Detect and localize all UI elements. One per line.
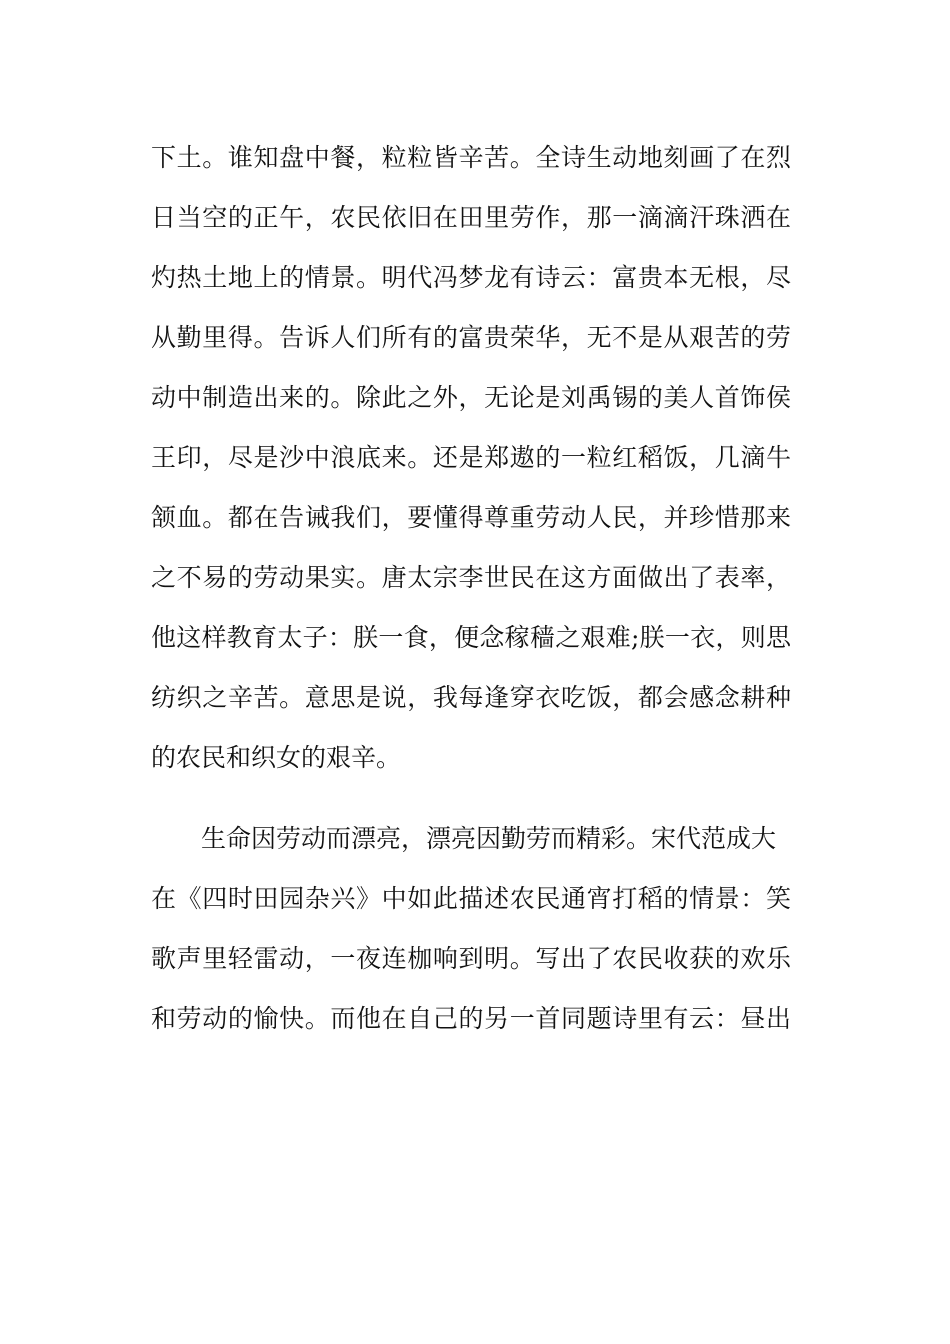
text-line: 颔血。都在告诫我们，要懂得尊重劳动人民，并珍惜那来 bbox=[151, 503, 791, 532]
text-line: 从勤里得。告诉人们所有的富贵荣华，无不是从艰苦的劳 bbox=[151, 323, 791, 352]
text-line: 日当空的正午，农民依旧在田里劳作，那一滴滴汗珠洒在 bbox=[151, 203, 791, 232]
text-line: 之不易的劳动果实。唐太宗李世民在这方面做出了表率， bbox=[151, 563, 791, 592]
text-line: 歌声里轻雷动，一夜连枷响到明。写出了农民收获的欢乐 bbox=[151, 944, 791, 973]
body-text bbox=[151, 128, 811, 1049]
paragraph-1 bbox=[151, 128, 811, 809]
text-line: 生命因劳动而漂亮，漂亮因勤劳而精彩。宋代范成大 bbox=[201, 824, 777, 853]
text-line: 他这样教育太子：朕一食，便念稼穑之艰难;朕一衣，则思 bbox=[151, 623, 791, 652]
text-line: 和劳动的愉快。而他在自己的另一首同题诗里有云：昼出 bbox=[151, 1004, 791, 1033]
text-line: 纺织之辛苦。意思是说，我每逢穿衣吃饭，都会感念耕种 bbox=[151, 683, 791, 712]
paragraph-2 bbox=[151, 809, 811, 1049]
text-line: 在《四时田园杂兴》中如此描述农民通宵打稻的情景：笑 bbox=[151, 884, 791, 913]
text-line: 的农民和织女的艰辛。 bbox=[151, 743, 402, 772]
text-line: 灼热土地上的情景。明代冯梦龙有诗云：富贵本无根，尽 bbox=[151, 263, 791, 292]
text-line: 王印，尽是沙中浪底来。还是郑遨的一粒红稻饭，几滴牛 bbox=[151, 443, 791, 472]
text-line: 下土。谁知盘中餐，粒粒皆辛苦。全诗生动地刻画了在烈 bbox=[151, 143, 791, 172]
text-line: 动中制造出来的。除此之外，无论是刘禹锡的美人首饰侯 bbox=[151, 383, 791, 412]
